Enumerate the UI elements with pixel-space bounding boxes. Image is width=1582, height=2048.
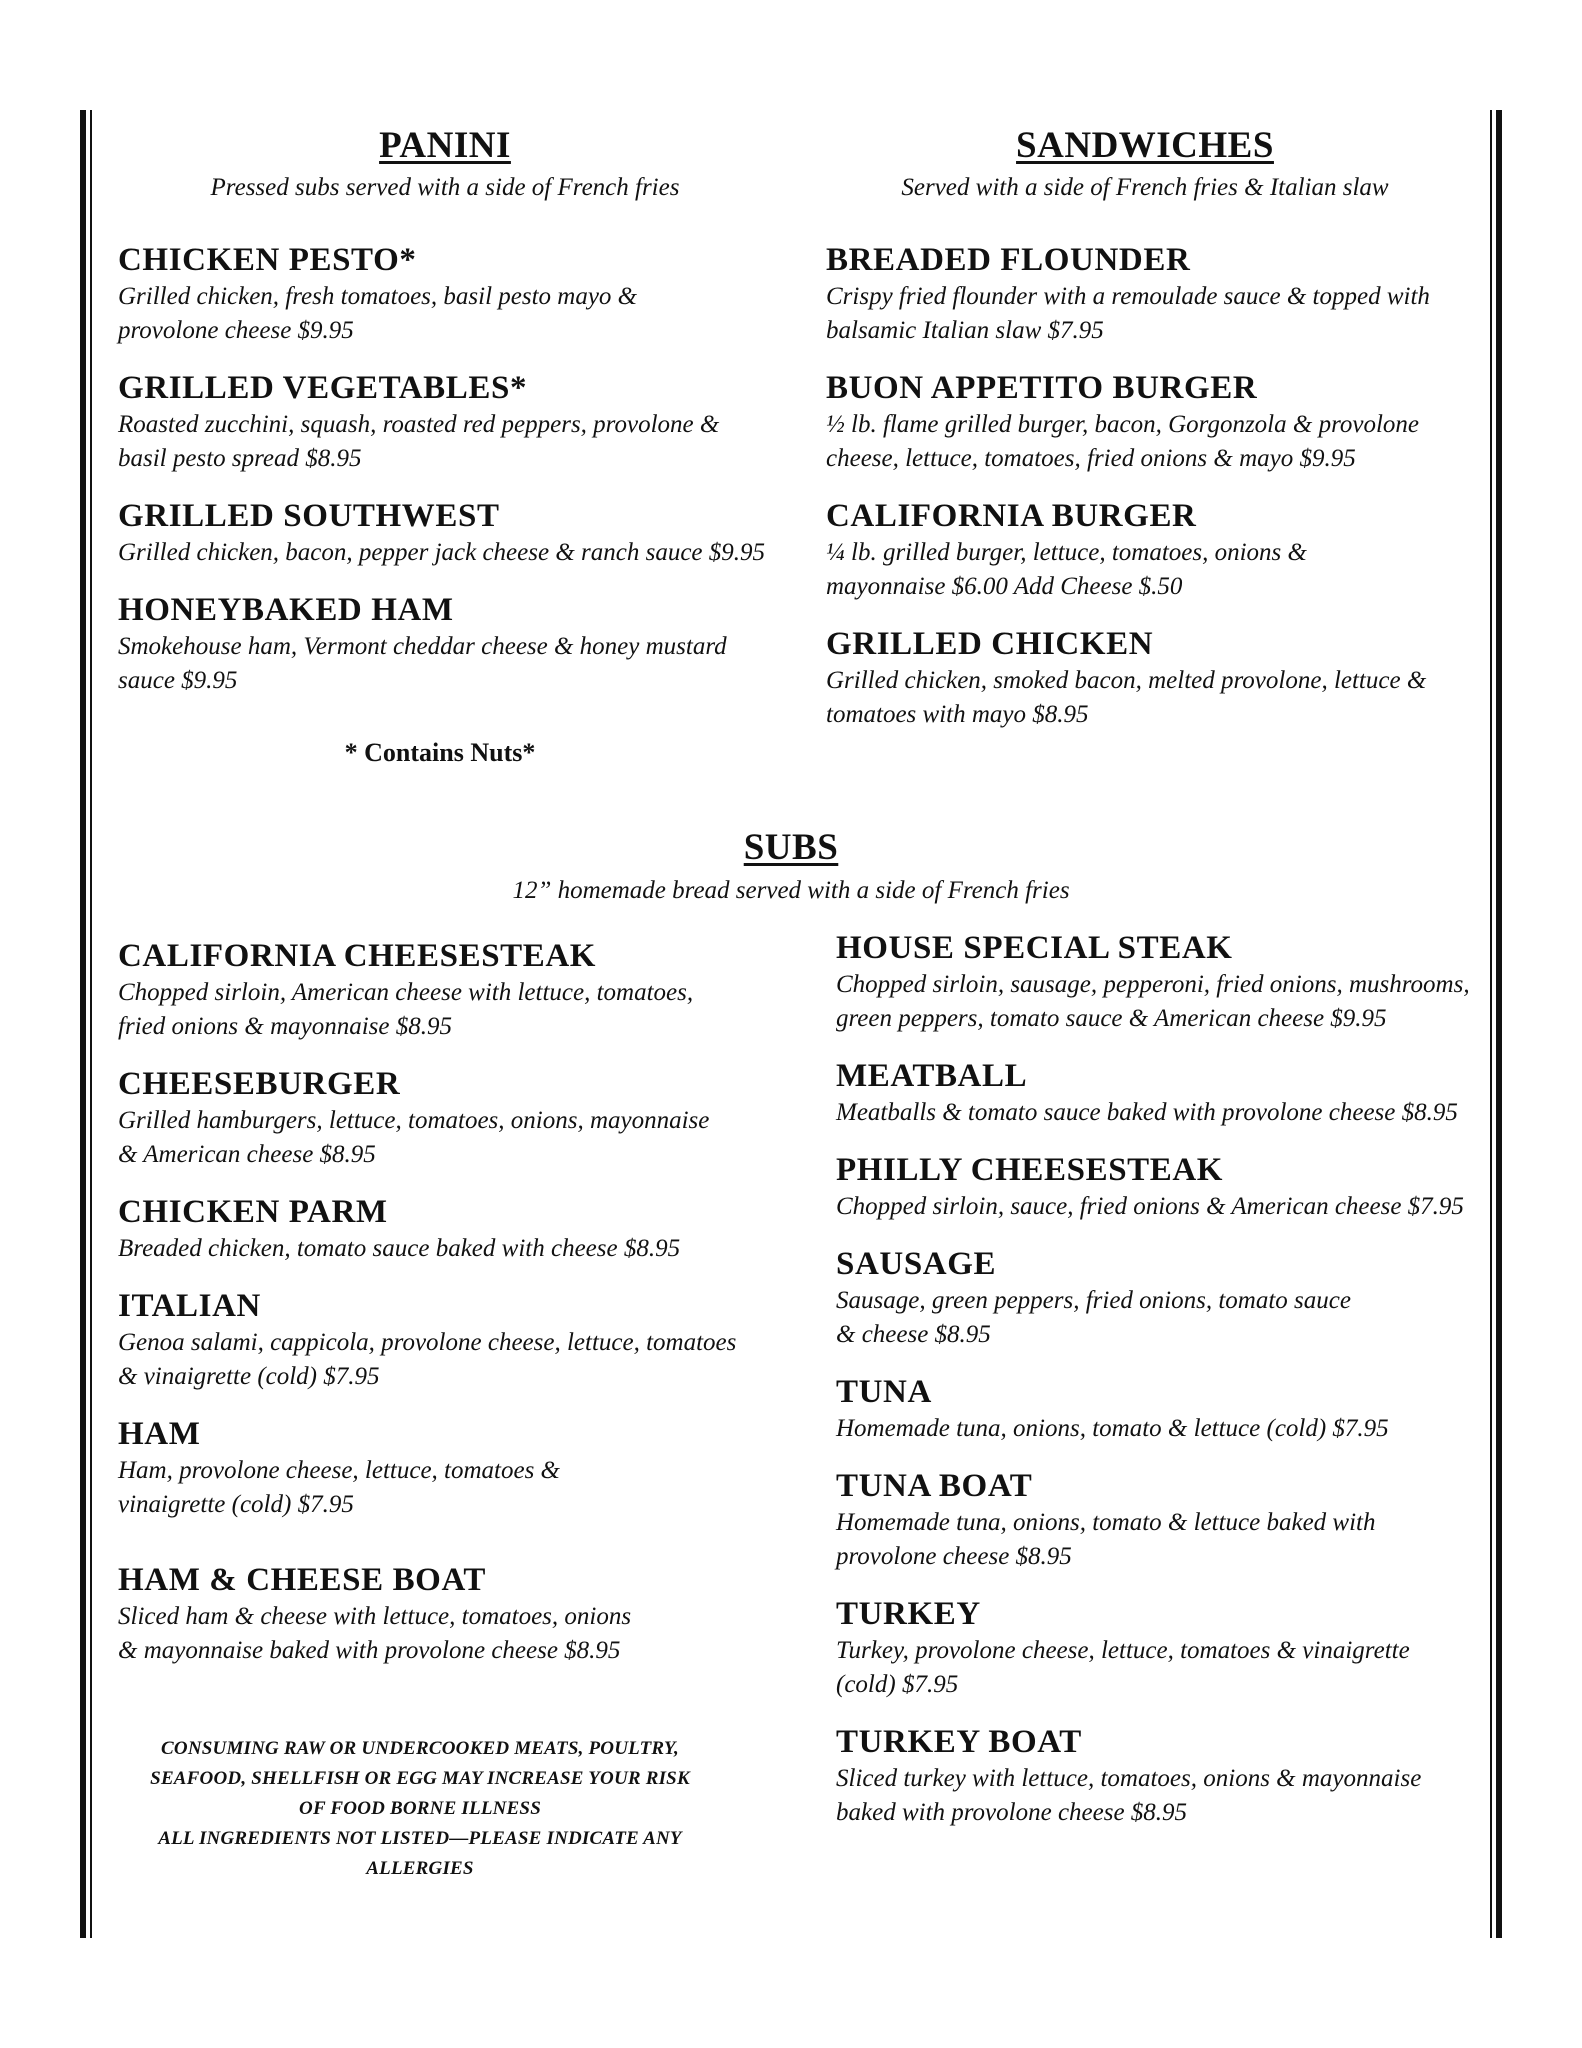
item-name: SAUSAGE <box>836 1246 997 1282</box>
item-name: HONEYBAKED HAM <box>118 592 454 628</box>
item-desc: Breaded chicken, tomato sauce baked with cheese $8.95 <box>118 1235 681 1262</box>
item-name: TUNA <box>836 1374 932 1410</box>
sandwiches-list <box>826 240 1486 752</box>
item-desc: Smokehouse ham, Vermont cheddar cheese & honey mustard sauce $9.95 <box>118 633 727 694</box>
menu-item <box>836 1722 1486 1830</box>
item-desc: Crispy fried flounder with a remoulade sauce & topped with balsamic Italian slaw $7.95 <box>826 283 1430 344</box>
menu-item <box>118 240 798 348</box>
item-desc: Homemade tuna, onions, tomato & lettuce baked with provolone cheese $8.95 <box>836 1509 1376 1570</box>
item-name: GRILLED SOUTHWEST <box>118 498 500 534</box>
menu-item <box>118 936 818 1044</box>
menu-item <box>118 1414 818 1522</box>
menu-item <box>118 1560 818 1668</box>
panini-list <box>118 240 798 718</box>
item-name: CALIFORNIA CHEESESTEAK <box>118 938 597 974</box>
item-desc: Roasted zucchini, squash, roasted red peppers, provolone & basil pesto spread $8.95 <box>118 411 720 472</box>
panini-title: PANINI <box>379 125 511 166</box>
sandwiches-title: SANDWICHES <box>1016 125 1274 166</box>
item-desc: ¼ lb. grilled burger, lettuce, tomatoes, onions & mayonnaise $6.00 Add Cheese $.50 <box>826 539 1307 600</box>
menu-item <box>836 1056 1486 1130</box>
subs-title: SUBS <box>743 827 839 868</box>
item-name: GRILLED CHICKEN <box>826 626 1154 662</box>
menu-item <box>118 496 798 570</box>
item-name: CHICKEN PESTO* <box>118 242 417 278</box>
item-desc: Chopped sirloin, sauce, fried onions & American cheese $7.95 <box>836 1193 1464 1220</box>
item-name: GRILLED VEGETABLES* <box>118 370 528 406</box>
item-name: HAM & CHEESE BOAT <box>118 1562 487 1598</box>
item-desc: Sliced ham & cheese with lettuce, tomatoes, onions & mayonnaise baked with provolone cheese $8.95 <box>118 1603 632 1664</box>
panini-subtitle: Pressed subs served with a side of French fries <box>210 174 680 201</box>
item-name: CHICKEN PARM <box>118 1194 388 1230</box>
item-desc: Chopped sirloin, American cheese with lettuce, tomatoes, fried onions & mayonnaise $8.95 <box>118 979 694 1040</box>
food-safety-warning: CONSUMING RAW OR UNDERCOOKED MEATS, POULTRY, SEAFOOD, SHELLFISH OR EGG MAY INCREASE YOUR RISK OF FOOD BORNE ILLNESS ALL INGREDIENTS NOT LISTED—PLEASE INDICATE ANY ALLERGIES <box>150 1738 690 1879</box>
item-name: CHEESEBURGER <box>118 1066 401 1102</box>
subs-left-list <box>118 936 818 1688</box>
menu-item <box>118 1192 818 1266</box>
menu-item <box>836 1594 1486 1702</box>
item-name: MEATBALL <box>836 1058 1028 1094</box>
item-desc: Turkey, provolone cheese, lettuce, tomatoes & vinaigrette (cold) $7.95 <box>836 1637 1410 1698</box>
item-desc: Grilled hamburgers, lettuce, tomatoes, onions, mayonnaise & American cheese $8.95 <box>118 1107 710 1168</box>
item-name: HAM <box>118 1416 201 1452</box>
subs-right-list <box>836 928 1486 1850</box>
item-name: BUON APPETITO BURGER <box>826 370 1258 406</box>
menu-item <box>836 928 1486 1036</box>
item-desc: Meatballs & tomato sauce baked with provolone cheese $8.95 <box>836 1099 1458 1126</box>
menu-item <box>826 240 1486 348</box>
item-desc: Grilled chicken, bacon, pepper jack cheese & ranch sauce $9.95 <box>118 539 766 566</box>
menu-item <box>118 590 798 698</box>
sandwiches-subtitle: Served with a side of French fries & Italian slaw <box>901 174 1389 201</box>
item-desc: Grilled chicken, smoked bacon, melted provolone, lettuce & tomatoes with mayo $8.95 <box>826 667 1427 728</box>
item-name: HOUSE SPECIAL STEAK <box>836 930 1233 966</box>
menu-item <box>836 1372 1486 1446</box>
item-name: TURKEY BOAT <box>836 1724 1082 1760</box>
menu-item <box>826 368 1486 476</box>
item-desc: Grilled chicken, fresh tomatoes, basil pesto mayo & provolone cheese $9.95 <box>118 283 638 344</box>
menu-item <box>118 1286 818 1394</box>
subs-subtitle: 12” homemade bread served with a side of French fries <box>512 877 1070 904</box>
menu-item <box>826 496 1486 604</box>
item-name: ITALIAN <box>118 1288 261 1324</box>
item-desc: Ham, provolone cheese, lettuce, tomatoes & vinaigrette (cold) $7.95 <box>118 1457 561 1518</box>
menu-item <box>118 1064 818 1172</box>
item-desc: ½ lb. flame grilled burger, bacon, Gorgonzola & provolone cheese, lettuce, tomatoes, fried onions & mayo $9.95 <box>826 411 1420 472</box>
item-desc: Sausage, green peppers, fried onions, tomato sauce & cheese $8.95 <box>836 1287 1351 1348</box>
item-desc: Sliced turkey with lettuce, tomatoes, onions & mayonnaise baked with provolone cheese $8.95 <box>836 1765 1422 1826</box>
item-name: PHILLY CHEESESTEAK <box>836 1152 1224 1188</box>
item-name: TUNA BOAT <box>836 1468 1033 1504</box>
menu-item <box>836 1150 1486 1224</box>
item-name: BREADED FLOUNDER <box>826 242 1191 278</box>
menu-item <box>836 1466 1486 1574</box>
item-desc: Homemade tuna, onions, tomato & lettuce (cold) $7.95 <box>836 1415 1389 1442</box>
item-desc: Genoa salami, cappicola, provolone cheese, lettuce, tomatoes & vinaigrette (cold) $7.95 <box>118 1329 737 1390</box>
item-name: TURKEY <box>836 1596 981 1632</box>
menu-item <box>118 368 798 476</box>
contains-nuts-note: * Contains Nuts* <box>344 738 536 767</box>
menu-item <box>826 624 1486 732</box>
item-desc: Chopped sirloin, sausage, pepperoni, fried onions, mushrooms, green peppers, tomato sauce & American cheese $9.95 <box>836 971 1470 1032</box>
item-name: CALIFORNIA BURGER <box>826 498 1197 534</box>
menu-item <box>836 1244 1486 1352</box>
